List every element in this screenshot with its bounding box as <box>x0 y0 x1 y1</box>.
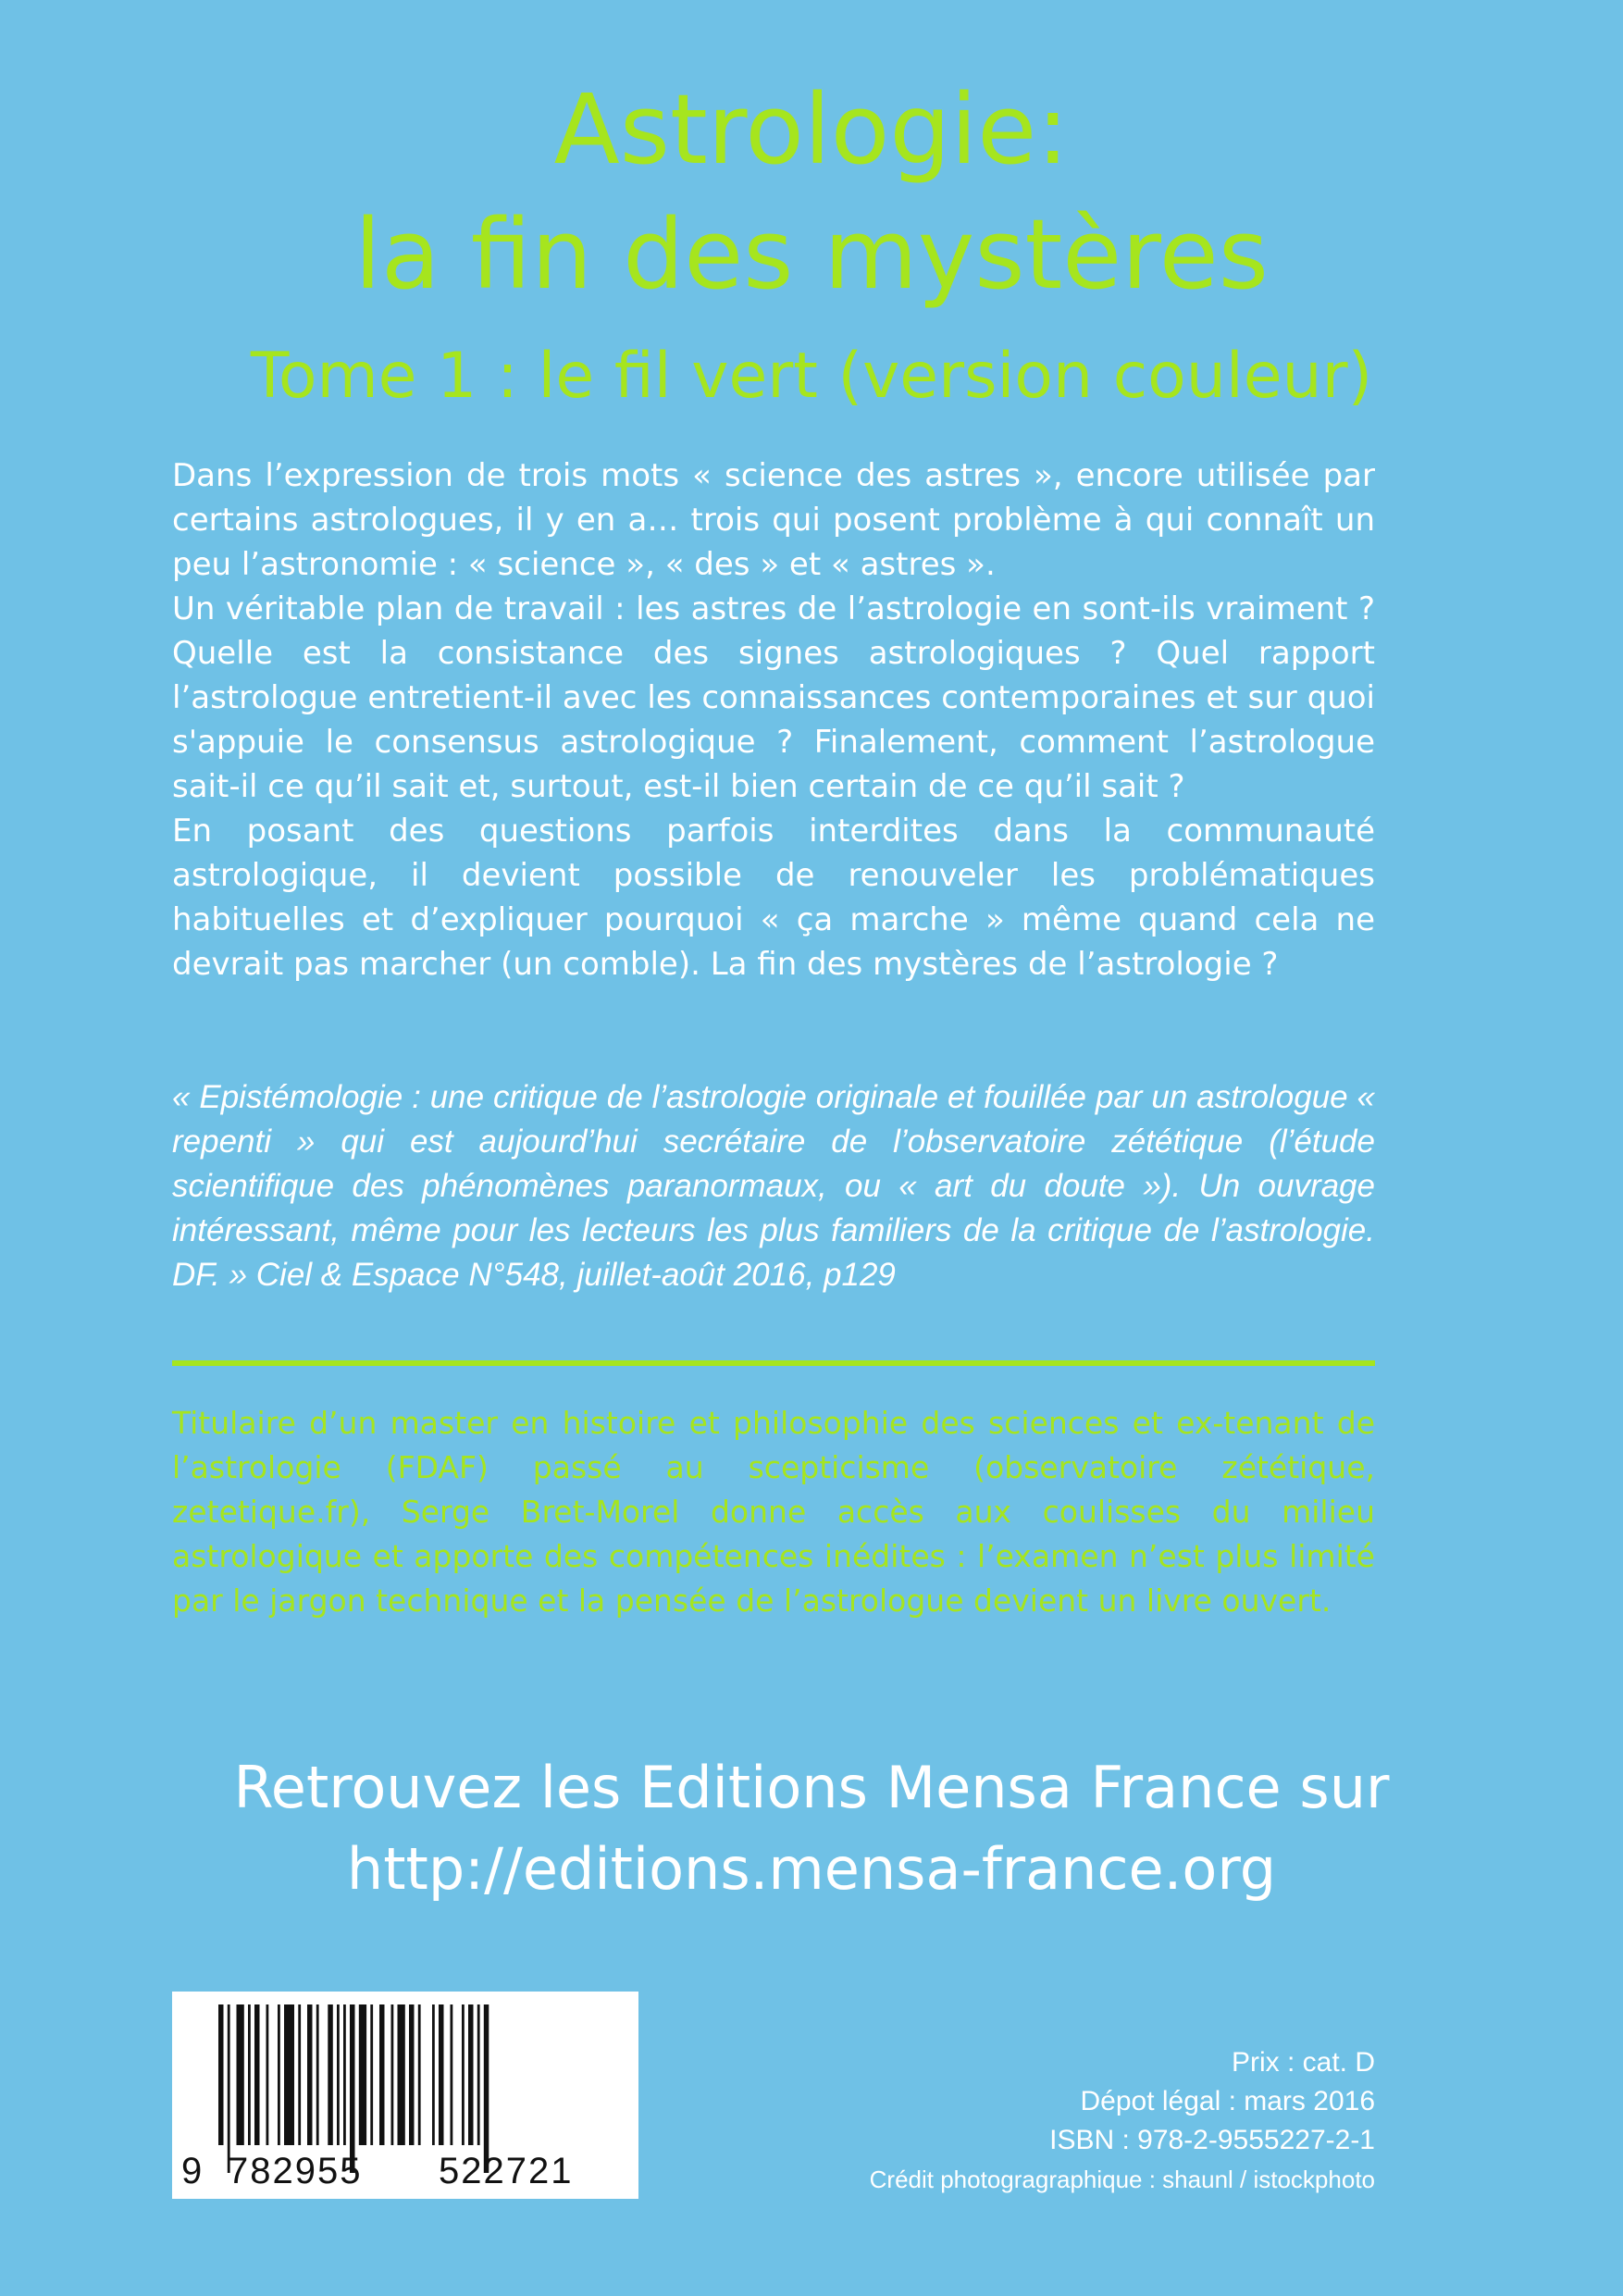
isbn-label: ISBN : 978-2-9555227-2-1 <box>1049 2125 1375 2155</box>
barcode-bar <box>432 2004 435 2145</box>
barcode-bar <box>451 2004 453 2145</box>
barcode-bar <box>248 2004 251 2145</box>
barcode-bar <box>462 2004 465 2145</box>
barcode-bar <box>237 2004 244 2145</box>
photo-credit-label: Crédit photogragraphique : shaunl / istockphoto <box>869 2166 1375 2193</box>
barcode-bar <box>343 2004 346 2145</box>
promo-line-1: Retrouvez les Editions Mensa France sur <box>233 1754 1390 1821</box>
description-paragraph-2: Un véritable plan de travail : les astres de l’astrologie en sont-ils vraiment ? Quelle est la consistance des signes astrologiques ? Quel rapport l’astrologue entretient-il avec les connaissances contemporaines et sur quoi s'appuie le consensus astrologique ? Finalement, comment l’astrologue sait-il ce qu’il sait et, surtout, est-il bien certain de ce qu’il sait ? <box>172 590 1375 805</box>
legal-deposit-label: Dépot légal : mars 2016 <box>1080 2086 1375 2116</box>
barcode-bar <box>359 2004 366 2145</box>
barcode-bar <box>391 2004 394 2145</box>
description-paragraph-3: En posant des questions parfois interdites dans la communauté astrologique, il devient possible de renouveler les problématiques habituelles et d’expliquer pourquoi « ça marche » même quand cela ne devrait pas marcher (un comble). La fin des mystères de l’astrologie ? <box>172 813 1375 983</box>
publisher-promo <box>0 1747 1623 1910</box>
press-review-quote: « Epistémologie : une critique de l’astrologie originale et fouillée par un astrologue « repenti » qui est aujourd’hui secrétaire de l’observatoire zététique (l’étude scientifique des phénomènes paranormaux, ou « art du doute »). Un ouvrage intéressant, même pour les lecteurs les plus familiers de la critique de l’astrologie. DF. » Ciel & Espace N°548, juillet-août 2016, p129 <box>172 1079 1375 1293</box>
barcode-bar <box>350 2004 355 2173</box>
promo-url: http://editions.mensa-france.org <box>346 1835 1277 1903</box>
book-title-line1: Astrologie: <box>553 73 1070 186</box>
barcode-bar <box>284 2004 294 2145</box>
barcode-bar <box>484 2004 489 2173</box>
book-subtitle: Tome 1 : le fil vert (version couleur) <box>250 340 1373 413</box>
barcode-bar <box>439 2004 444 2145</box>
barcode-digits-left: 782955 <box>228 2151 363 2191</box>
barcode-bar <box>468 2004 474 2145</box>
barcode-bar <box>328 2004 333 2145</box>
barcode-bar <box>316 2004 319 2145</box>
barcode-bar <box>278 2004 280 2145</box>
barcode-bar <box>298 2004 301 2145</box>
publication-info <box>870 2043 1375 2199</box>
barcode-bar <box>228 2004 230 2173</box>
barcode-bar <box>254 2004 260 2145</box>
barcode-bar <box>398 2004 405 2145</box>
price-label: Prix : cat. D <box>1231 2047 1375 2078</box>
isbn-barcode <box>172 1992 638 2199</box>
barcode-bar <box>409 2004 415 2145</box>
author-bio: Titulaire d’un master en histoire et philosophie des sciences et ex-tenant de l’astrologie (FDAF) passé au scepticisme (observatoire zététique, zetetique.fr), Serge Bret-Morel donne accès aux coulisses du milieu astrologique et apporte des compétences inédites : l’examen n’est plus limité par le jargon technique et la pensée de l’astrologue devient un livre ouvert. <box>172 1405 1375 1619</box>
description-paragraph-1: Dans l’expression de trois mots « science des astres », encore utilisée par certains astrologues, il y en a… trois qui posent problème à qui connaît un peu l’astronomie : « science », « des » et « astres ». <box>172 457 1375 583</box>
section-divider <box>172 1360 1375 1366</box>
barcode-digit-first: 9 <box>181 2151 204 2191</box>
barcode-bar <box>337 2004 340 2145</box>
barcode-digits-right: 522721 <box>439 2151 574 2191</box>
barcode-bar <box>370 2004 373 2145</box>
barcode-bar <box>266 2004 269 2145</box>
book-description <box>172 453 1375 987</box>
barcode-bar <box>218 2004 224 2145</box>
barcode-bar <box>477 2004 480 2145</box>
book-title-line2: la fin des mystères <box>354 198 1269 311</box>
barcode-bar <box>379 2004 385 2145</box>
barcode-bar <box>307 2004 313 2145</box>
barcode-bar <box>418 2004 421 2145</box>
